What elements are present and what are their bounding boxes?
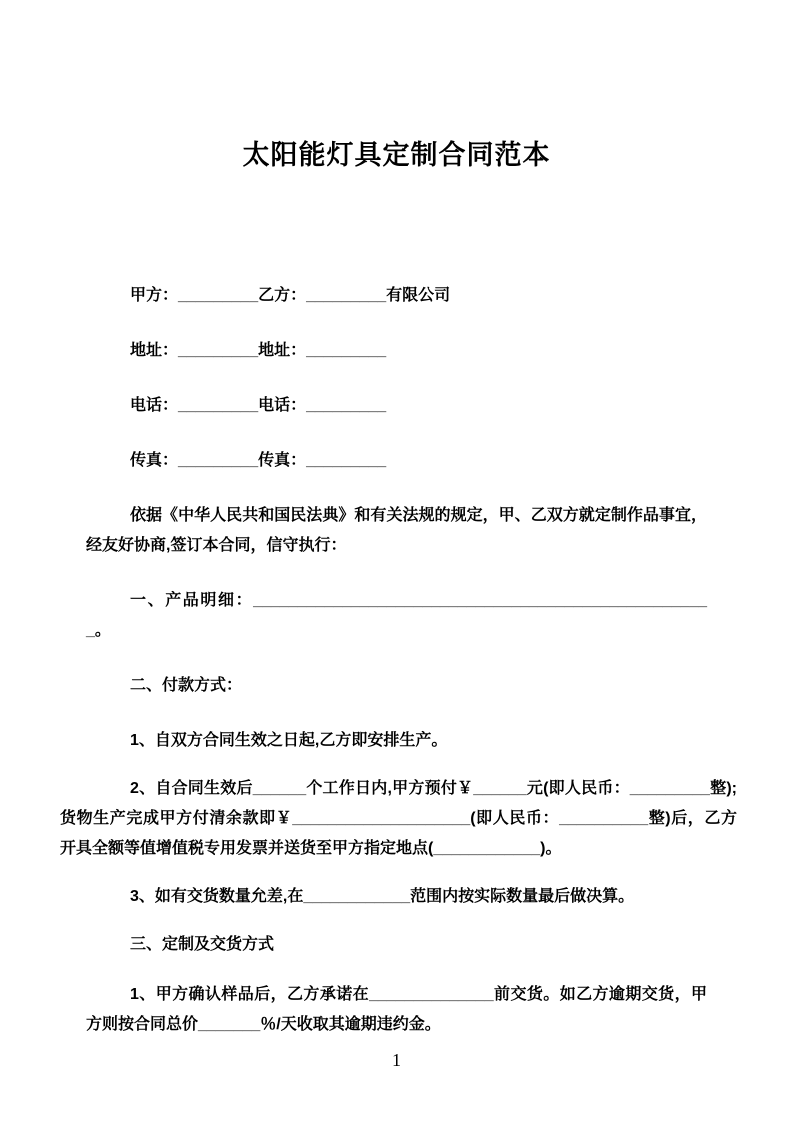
- section-2-payment-heading: 二、付款方式：: [130, 677, 243, 694]
- phone-line: 电话：_________电话：_________: [130, 397, 387, 414]
- fax-line: 传真：_________传真：_________: [130, 452, 387, 469]
- payment-clause-3: 3、如有交货数量允差,在____________范围内按实际数量最后做决算。: [130, 888, 635, 905]
- payment-clause-1: 1、自双方合同生效之日起,乙方即安排生产。: [130, 732, 448, 749]
- payment-clause-2: 2、自合同生效后______个工作日内,甲方预付￥______元(即人民币：_________整);货物生产完成甲方付清余款即￥____________________(即人民币：__________整)后，乙方开具全额等值增值税专用发票并送货至甲方指定地点(____________)。: [60, 780, 737, 857]
- address-line: 地址：_________地址：_________: [130, 342, 387, 359]
- preamble-paragraph: 依据《中华人民共和国民法典》和有关法规的规定，甲、乙双方就定制作品事宜，经友好协商,签订本合同，信守执行：: [86, 507, 707, 554]
- party-line: 甲方：_________乙方：_________有限公司: [130, 287, 451, 304]
- delivery-clause-1: 1、甲方确认样品后，乙方承诺在______________前交货。如乙方逾期交货，甲方则按合同总价_______％/天收取其逾期违约金。: [86, 986, 707, 1033]
- page-number: 1: [392, 1050, 401, 1070]
- document-title: 太阳能灯具定制合同范本: [242, 140, 551, 170]
- section-1-product-details: 一、产品明细：____________________________________________________。: [86, 592, 707, 639]
- section-3-delivery-heading: 三、定制及交货方式: [130, 936, 275, 953]
